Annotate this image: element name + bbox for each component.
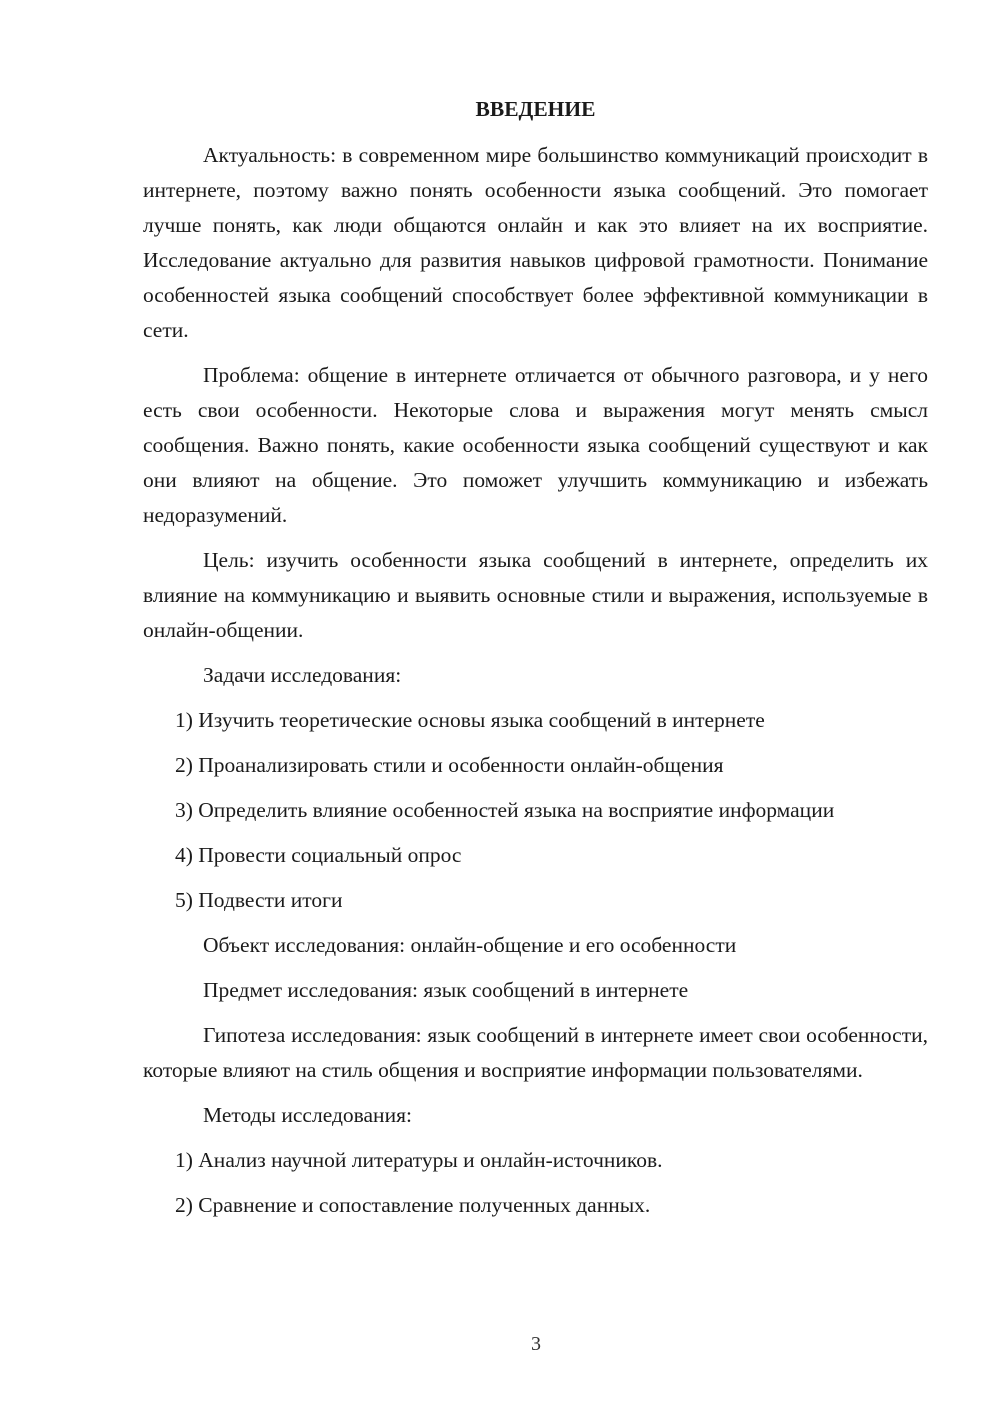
method-item-2: 2) Сравнение и сопоставление полученных данных.: [175, 1193, 651, 1217]
relevance-paragraph: Актуальность: в современном мире большинство коммуникаций происходит в интернете, поэтому важно понять особенности языка сообщений. Это помогает лучше понять, как люди общаются онлайн и как это влияет на их восприятие. Исследование актуально для развития навыков цифровой грамотности. Понимание особенностей языка сообщений способствует более эффективной коммуникации в сети.: [143, 143, 928, 342]
research-object: Объект исследования: онлайн-общение и его особенности: [203, 933, 737, 957]
tasks-heading: Задачи исследования:: [203, 663, 402, 687]
hypothesis-paragraph: Гипотеза исследования: язык сообщений в интернете имеет свои особенности, которые влияют на стиль общения и восприятие информации пользователями.: [143, 1023, 928, 1082]
task-item-2: 2) Проанализировать стили и особенности онлайн-общения: [175, 753, 724, 777]
task-item-5: 5) Подвести итоги: [175, 888, 343, 912]
task-item-1: 1) Изучить теоретические основы языка сообщений в интернете: [175, 708, 765, 732]
page-number: 3: [531, 1333, 541, 1355]
goal-paragraph: Цель: изучить особенности языка сообщений в интернете, определить их влияние на коммуникацию и выявить основные стили и выражения, используемые в онлайн-общении.: [143, 548, 928, 642]
methods-heading: Методы исследования:: [203, 1103, 412, 1127]
task-item-3: 3) Определить влияние особенностей языка на восприятие информации: [175, 798, 835, 822]
page-body: [143, 92, 928, 1233]
page-title: ВВЕДЕНИЕ: [475, 97, 596, 121]
method-item-1: 1) Анализ научной литературы и онлайн-источников.: [175, 1148, 663, 1172]
task-item-4: 4) Провести социальный опрос: [175, 843, 462, 867]
research-subject: Предмет исследования: язык сообщений в интернете: [203, 978, 689, 1002]
problem-paragraph: Проблема: общение в интернете отличается от обычного разговора, и у него есть свои особенности. Некоторые слова и выражения могут менять смысл сообщения. Важно понять, какие особенности языка сообщений существуют и как они влияют на общение. Это поможет улучшить коммуникацию и избежать недоразумений.: [143, 363, 928, 527]
